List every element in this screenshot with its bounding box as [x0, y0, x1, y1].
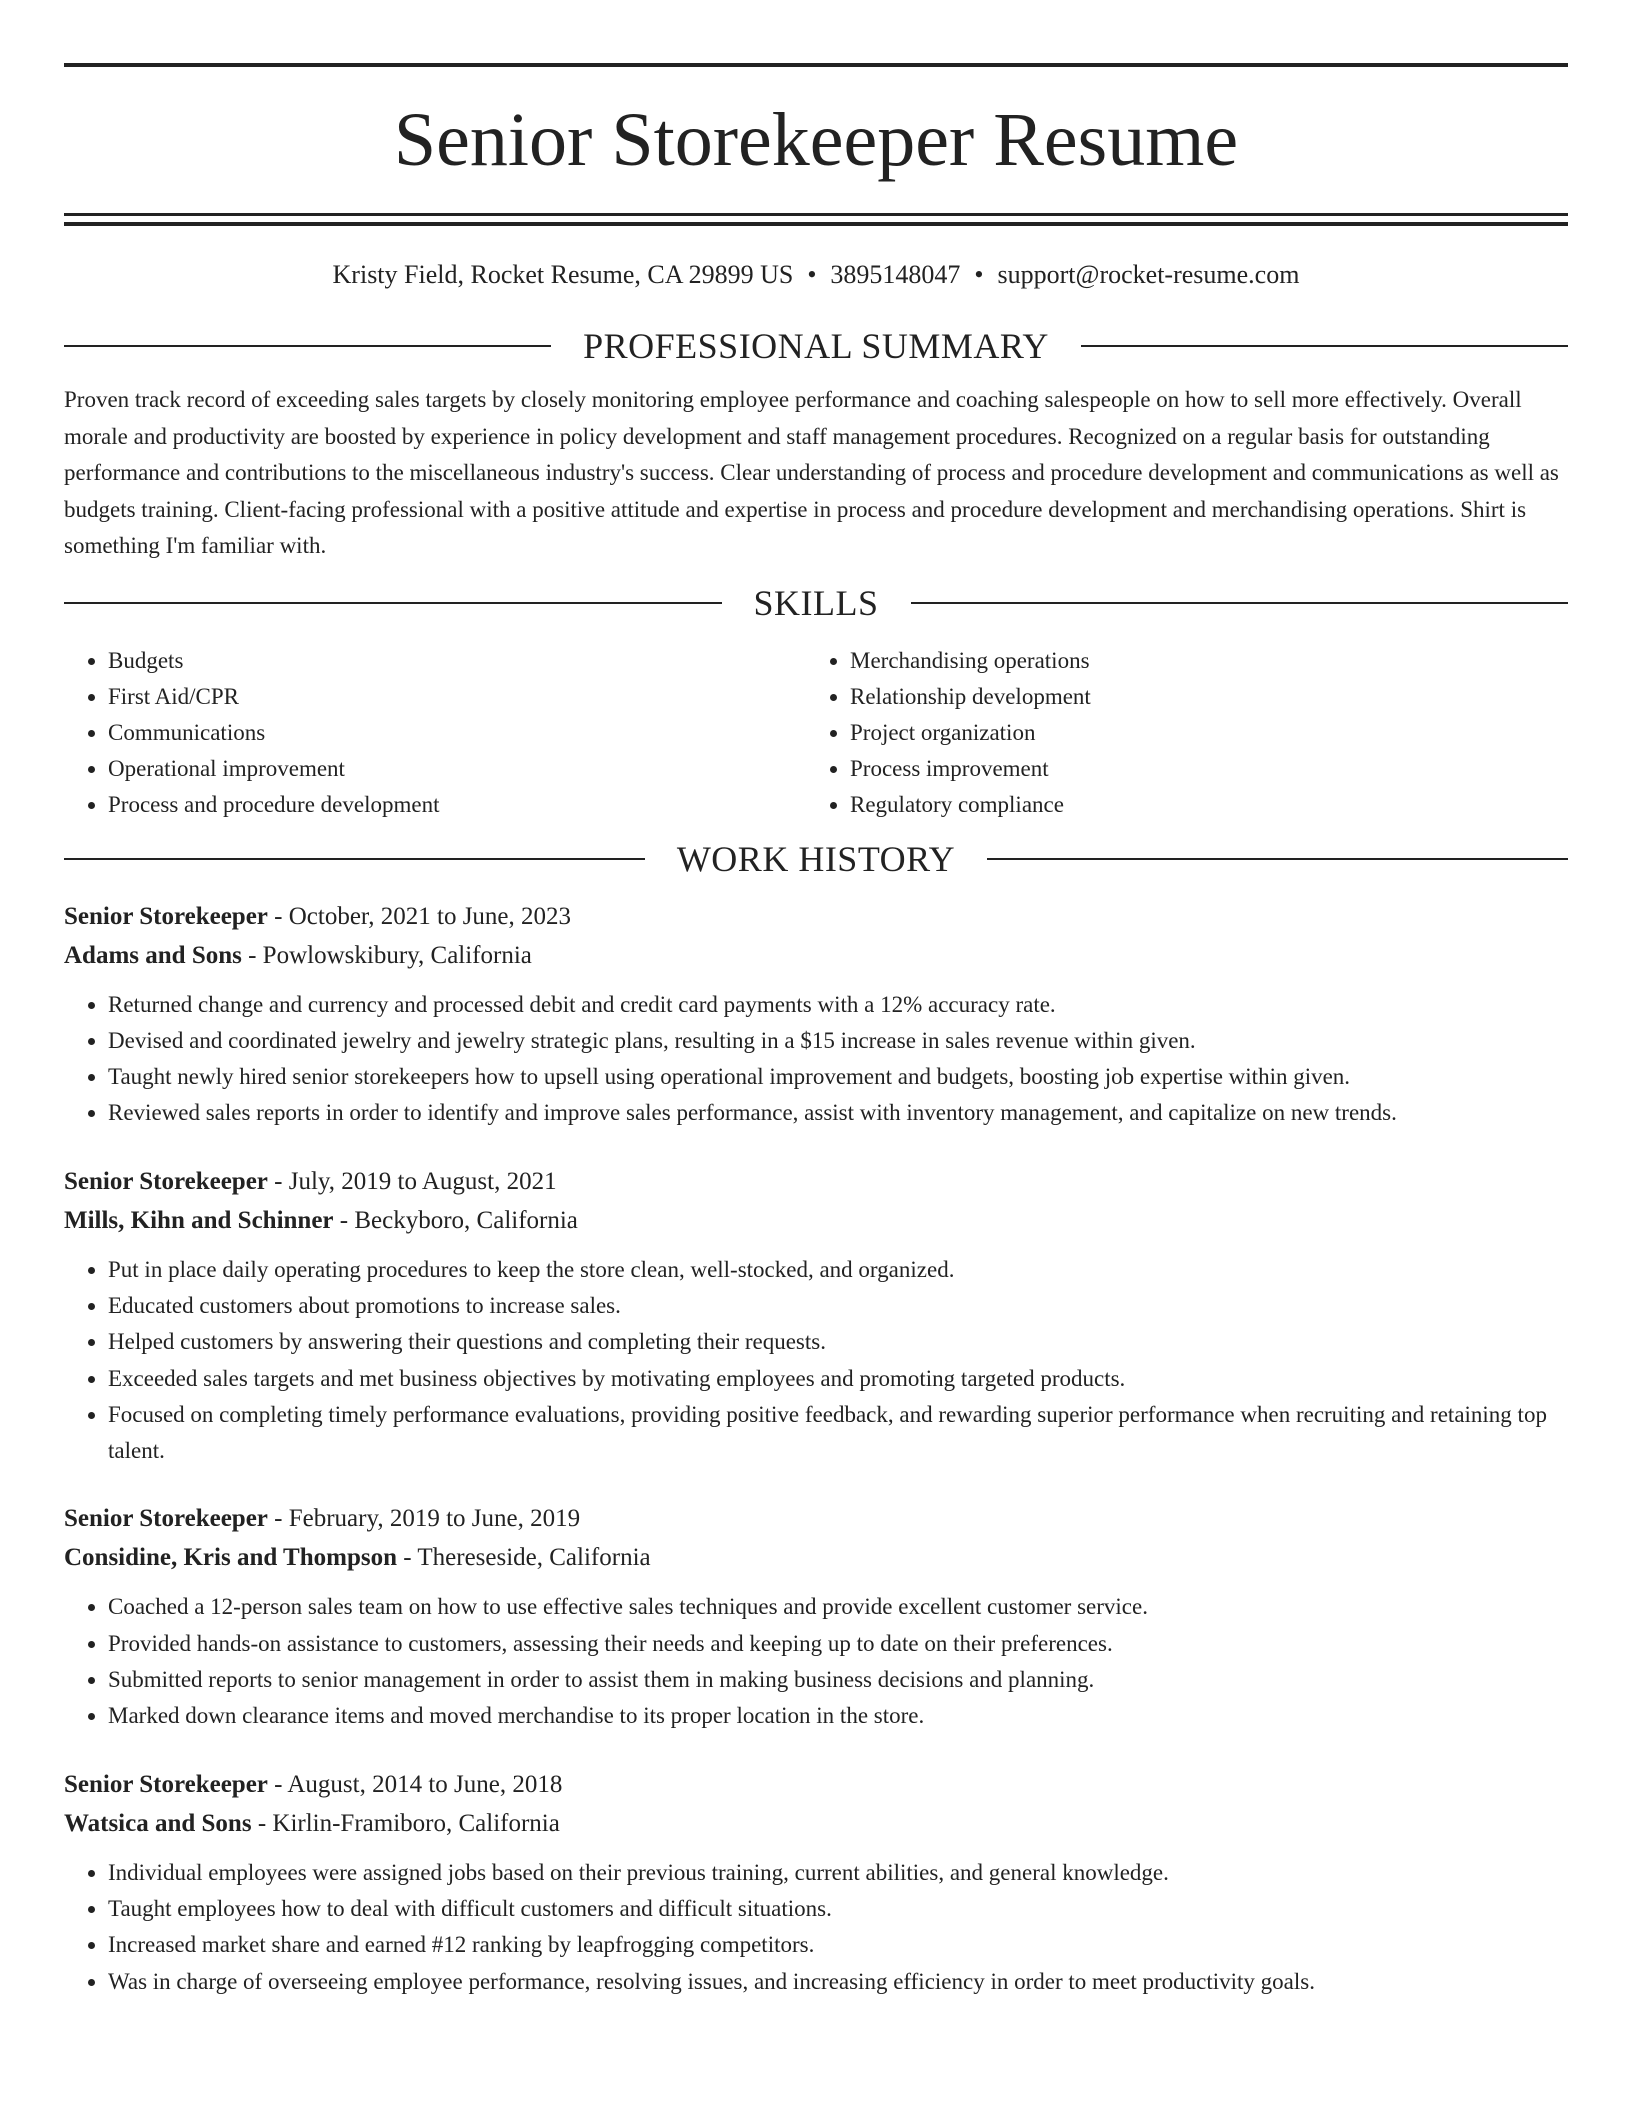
- job-company-line: [64, 1538, 1568, 1577]
- job-bullet: • Reviewed sales reports in order to identify and improve sales performance, assist with inventory management, and capitalize on new trends.: [108, 1095, 1568, 1131]
- work-section-header: [64, 837, 1568, 881]
- job-bullet: • Educated customers about promotions to increase sales.: [108, 1288, 1568, 1324]
- job-bullet: • Devised and coordinated jewelry and jewelry strategic plans, resulting in a $15 increase in sales revenue within given.: [108, 1023, 1568, 1059]
- divider-line: [987, 858, 1568, 860]
- skills-column-right: [806, 643, 1550, 823]
- skill-item: • Process and procedure development: [108, 787, 806, 823]
- skill-item: • Regulatory compliance: [850, 787, 1550, 823]
- job-entry: [64, 1162, 1568, 1470]
- job-title-line: [64, 1765, 1568, 1804]
- job-bullet: • Provided hands-on assistance to customers, assessing their needs and keeping up to date on their preferences.: [108, 1626, 1568, 1662]
- skill-item: • Merchandising operations: [850, 643, 1550, 679]
- job-dates: - February, 2019 to June, 2019: [267, 1505, 581, 1533]
- job-company-line: [64, 1804, 1568, 1843]
- divider-line: [911, 602, 1569, 604]
- skills-list: [64, 643, 1568, 823]
- divider-line: [64, 345, 551, 347]
- resume-page: [64, 0, 1568, 2000]
- summary-heading: PROFESSIONAL SUMMARY: [583, 326, 1049, 366]
- skill-item: • Budgets: [108, 643, 806, 679]
- job-bullets: [64, 1589, 1568, 1734]
- job-entry: [64, 897, 1568, 1132]
- job-bullet: • Taught employees how to deal with difficult customers and difficult situations.: [108, 1891, 1568, 1927]
- job-entry: [64, 1499, 1568, 1734]
- summary-text: Proven track record of exceeding sales targets by closely monitoring employee performance and coaching salespeople on how to sell more effectively. Overall morale and productivity are boosted by experience in policy development and staff management procedures. Recognized on a regular basis for outstanding performance and contributions to the miscellaneous industry's success. Clear understanding of process and procedure development and communications as well as budgets training. Client-facing professional with a positive attitude and expertise in process and procedure development and merchandising operations. Shirt is something I'm familiar with.: [64, 387, 1559, 558]
- job-bullet: • Focused on completing timely performance evaluations, providing positive feedback, and rewarding superior performance when recruiting and retaining top talent.: [108, 1397, 1568, 1470]
- contact-email[interactable]: support@rocket-resume.com: [997, 260, 1300, 289]
- title-double-rule: [64, 213, 1568, 226]
- skill-item: • Process improvement: [850, 751, 1550, 787]
- skill-item: • Communications: [108, 715, 806, 751]
- skill-item: • Relationship development: [850, 679, 1550, 715]
- job-bullet: • Returned change and currency and processed debit and credit card payments with a 12% accuracy rate.: [108, 987, 1568, 1023]
- summary-section-header: [64, 324, 1568, 368]
- divider-line: [64, 858, 645, 860]
- skill-item: • First Aid/CPR: [108, 679, 806, 715]
- job-company: Watsica and Sons: [64, 1809, 252, 1837]
- job-bullet: • Marked down clearance items and moved merchandise to its proper location in the store.: [108, 1698, 1568, 1734]
- job-company-line: [64, 936, 1568, 975]
- job-bullet: • Increased market share and earned #12 ranking by leapfrogging competitors.: [108, 1927, 1568, 1963]
- job-company-line: [64, 1201, 1568, 1240]
- skills-section-header: [64, 581, 1568, 625]
- contact-separator: •: [807, 260, 817, 289]
- skill-item: • Project organization: [850, 715, 1550, 751]
- contact-phone: 3895148047: [830, 260, 961, 289]
- contact-line: [64, 258, 1568, 292]
- skill-item: • Operational improvement: [108, 751, 806, 787]
- job-title-line: [64, 1499, 1568, 1538]
- divider-line: [1081, 345, 1568, 347]
- job-company: Mills, Kihn and Schinner: [64, 1206, 334, 1234]
- divider-line: [64, 602, 722, 604]
- job-bullets: [64, 1252, 1568, 1470]
- job-bullet: • Taught newly hired senior storekeepers how to upsell using operational improvement and budgets, boosting job expertise within given.: [108, 1059, 1568, 1095]
- job-title: Senior Storekeeper: [64, 902, 268, 930]
- top-rule: [64, 63, 1568, 67]
- contact-separator: •: [974, 260, 984, 289]
- job-bullet: • Exceeded sales targets and met business objectives by motivating employees and promoting targeted products.: [108, 1361, 1568, 1397]
- contact-address: Kristy Field, Rocket Resume, CA 29899 US: [332, 260, 794, 289]
- job-location: - Kirlin-Framiboro, California: [251, 1809, 560, 1837]
- job-bullets: [64, 1855, 1568, 2000]
- job-bullet: • Individual employees were assigned jobs based on their previous training, current abilities, and general knowledge.: [108, 1855, 1568, 1891]
- job-title-line: [64, 1162, 1568, 1201]
- job-company: Considine, Kris and Thompson: [64, 1544, 397, 1572]
- job-bullet: • Coached a 12-person sales team on how to use effective sales techniques and provide excellent customer service.: [108, 1589, 1568, 1625]
- job-bullet: • Helped customers by answering their questions and completing their requests.: [108, 1324, 1568, 1360]
- job-location: - Thereseside, California: [397, 1544, 651, 1572]
- job-entry: [64, 1765, 1568, 2000]
- job-dates: - August, 2014 to June, 2018: [267, 1770, 563, 1798]
- job-title: Senior Storekeeper: [64, 1167, 268, 1195]
- job-bullet: • Was in charge of overseeing employee performance, resolving issues, and increasing efficiency in order to meet productivity goals.: [108, 1964, 1568, 2000]
- job-company: Adams and Sons: [64, 941, 242, 969]
- skills-column-left: [64, 643, 806, 823]
- job-bullets: [64, 987, 1568, 1132]
- job-title-line: [64, 897, 1568, 936]
- page-title: Senior Storekeeper Resume: [393, 98, 1239, 182]
- job-dates: - July, 2019 to August, 2021: [267, 1167, 557, 1195]
- job-bullet: • Put in place daily operating procedures to keep the store clean, well-stocked, and organized.: [108, 1252, 1568, 1288]
- job-title: Senior Storekeeper: [64, 1505, 268, 1533]
- work-heading: WORK HISTORY: [676, 838, 956, 879]
- job-bullet: • Submitted reports to senior management in order to assist them in making business decisions and planning.: [108, 1662, 1568, 1698]
- skills-heading: SKILLS: [753, 582, 879, 623]
- job-location: - Beckyboro, California: [333, 1206, 578, 1234]
- job-location: - Powlowskibury, California: [241, 941, 532, 969]
- job-title: Senior Storekeeper: [64, 1770, 268, 1798]
- job-dates: - October, 2021 to June, 2023: [267, 902, 572, 930]
